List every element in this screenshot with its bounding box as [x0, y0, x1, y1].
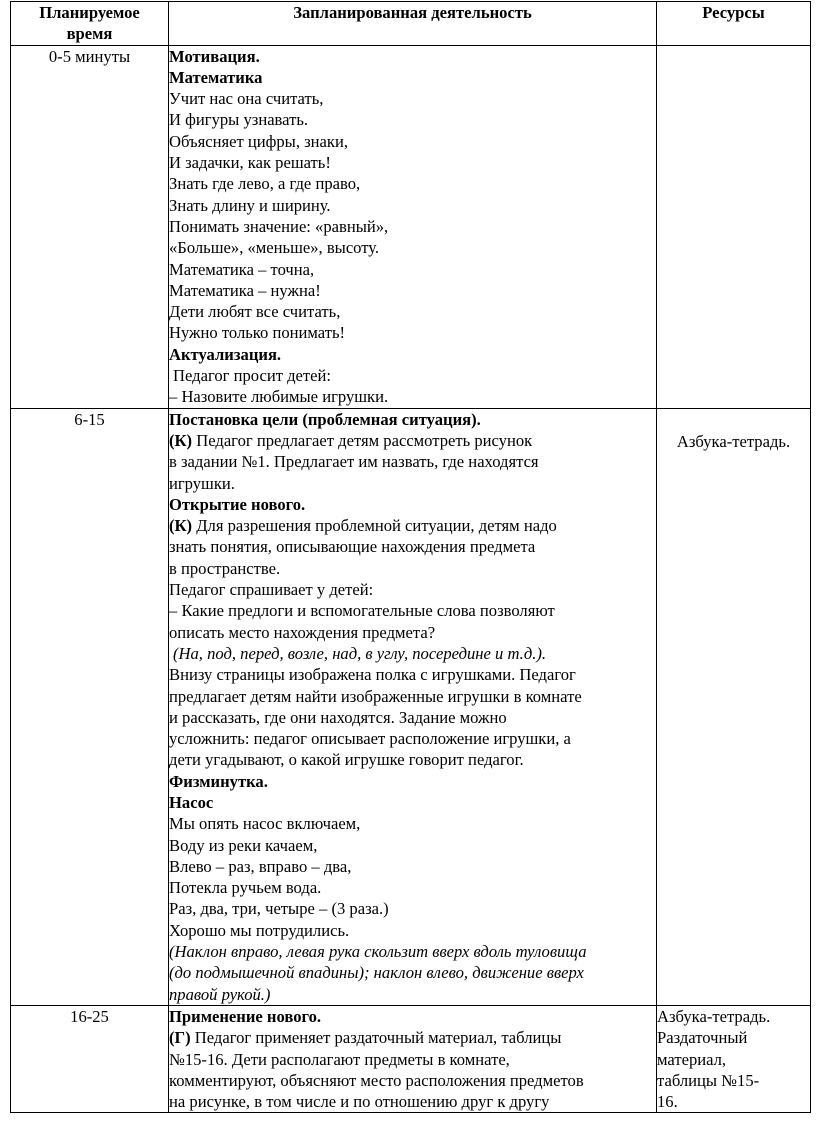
activity-line: Знать длину и ширину. — [169, 195, 331, 215]
activity-line: Учит нас она считать, — [169, 89, 324, 109]
group-marker: (К) — [169, 430, 193, 450]
header-resources: Ресурсы — [657, 2, 811, 46]
activity-line: игрушки. — [169, 473, 235, 493]
activity-line: Потекла ручьем вода. — [169, 878, 322, 898]
activity-line: правой рукой.) — [169, 984, 271, 1004]
table-row — [11, 45, 811, 408]
activity-line: Дети любят все считать, — [169, 302, 341, 322]
activity-line: Объясняет цифры, знаки, — [169, 131, 349, 151]
activity-line: «Больше», «меньше», высоту. — [169, 238, 380, 258]
group-marker: (К) — [169, 516, 193, 536]
activity-line: в задании №1. Предлагает им назвать, где находятся — [169, 452, 539, 472]
activity-line: (К) Педагог предлагает детям рассмотреть рисунок — [169, 430, 533, 450]
activity-line: Воду из реки качаем, — [169, 835, 318, 855]
activity-line: Постановка цели (проблемная ситуация). — [169, 409, 481, 429]
resource-line: материал, — [657, 1049, 727, 1069]
header-row — [11, 2, 811, 46]
activity-line: Математика — [169, 67, 263, 87]
activity-line: дети угадывают, о какой игрушке говорит педагог. — [169, 750, 524, 770]
activity-line: Влево – раз, вправо – два, — [169, 856, 352, 876]
activity-cell — [169, 45, 657, 408]
resources-cell — [657, 1005, 811, 1112]
activity-line: Знать где лево, а где право, — [169, 174, 361, 194]
activity-line: Нужно только понимать! — [169, 323, 346, 343]
activity-line: в пространстве. — [169, 558, 281, 578]
activity-line: (Наклон вправо, левая рука скользит вверх вдоль туловища — [169, 942, 587, 962]
table-body — [11, 45, 811, 1113]
activity-line: комментируют, объясняют место расположения предметов — [169, 1070, 584, 1090]
activity-line: Раз, два, три, четыре – (3 раза.) — [169, 899, 389, 919]
time-cell: 16-25 — [11, 1005, 169, 1112]
activity-cell — [169, 1005, 657, 1112]
activity-line: Понимать значение: «равный», — [169, 216, 389, 236]
activity-line: Мы опять насос включаем, — [169, 814, 361, 834]
activity-line: Математика – точна, — [169, 259, 315, 279]
activity-line: описать место нахождения предмета? — [169, 622, 436, 642]
header-time-line: Планируемое — [39, 3, 140, 22]
activity-line: усложнить: педагог описывает расположение игрушки, а — [169, 729, 571, 749]
activity-line: Математика – нужна! — [169, 280, 321, 300]
activity-line: (до подмышечной впадины); наклон влево, движение вверх — [169, 963, 584, 983]
time-cell: 6-15 — [11, 408, 169, 1005]
activity-line: Мотивация. — [169, 46, 260, 66]
header-activity: Запланированная деятельность — [169, 2, 657, 46]
activity-line: (Г) Педагог применяет раздаточный материал, таблицы — [169, 1028, 562, 1048]
time-cell: 0-5 минуты — [11, 45, 169, 408]
activity-line: №15-16. Дети располагают предметы в комнате, — [169, 1049, 510, 1069]
resource-line: 16. — [657, 1092, 678, 1112]
table-row — [11, 1005, 811, 1112]
activity-line: И задачки, как решать! — [169, 153, 331, 173]
header-time-line: время — [66, 24, 113, 44]
lesson-plan-table — [10, 1, 811, 1113]
activity-line: Насос — [169, 792, 214, 812]
activity-line: Хорошо мы потрудились. — [169, 920, 350, 940]
resource-line: таблицы №15- — [657, 1070, 760, 1090]
activity-line: Внизу страницы изображена полка с игрушками. Педагог — [169, 665, 576, 685]
activity-line: знать понятия, описывающие нахождения предмета — [169, 537, 536, 557]
activity-line: (На, под, перед, возле, над, в углу, посередине и т.д.). — [173, 643, 547, 663]
activity-line: на рисунке, в том числе и по отношению друг к другу — [169, 1092, 550, 1112]
activity-line: – Назовите любимые игрушки. — [169, 387, 389, 407]
group-marker: (Г) — [169, 1028, 191, 1048]
activity-line: Актуализация. — [169, 344, 282, 364]
activity-line: Физминутка. — [169, 771, 268, 791]
activity-line: предлагает детям найти изображенные игрушки в комнате — [169, 686, 582, 706]
activity-line: (К) Для разрешения проблемной ситуации, детям надо — [169, 516, 557, 536]
activity-line: и рассказать, где они находятся. Задание можно — [169, 707, 507, 727]
resource-line: Азбука-тетрадь. — [676, 431, 791, 451]
activity-line: Педагог спрашивает у детей: — [169, 580, 374, 600]
resource-line: Азбука-тетрадь. — [657, 1006, 771, 1026]
table-row — [11, 408, 811, 1005]
header-time — [11, 2, 169, 46]
resources-cell — [657, 45, 811, 408]
activity-line: – Какие предлоги и вспомогательные слова позволяют — [169, 601, 555, 621]
resource-line: Раздаточный — [657, 1028, 748, 1048]
resources-cell — [657, 408, 811, 1005]
activity-line: Применение нового. — [169, 1006, 322, 1026]
activity-line: И фигуры узнавать. — [169, 110, 309, 130]
activity-line: Открытие нового. — [169, 494, 306, 514]
activity-line: Педагог просит детей: — [173, 366, 332, 386]
activity-cell — [169, 408, 657, 1005]
